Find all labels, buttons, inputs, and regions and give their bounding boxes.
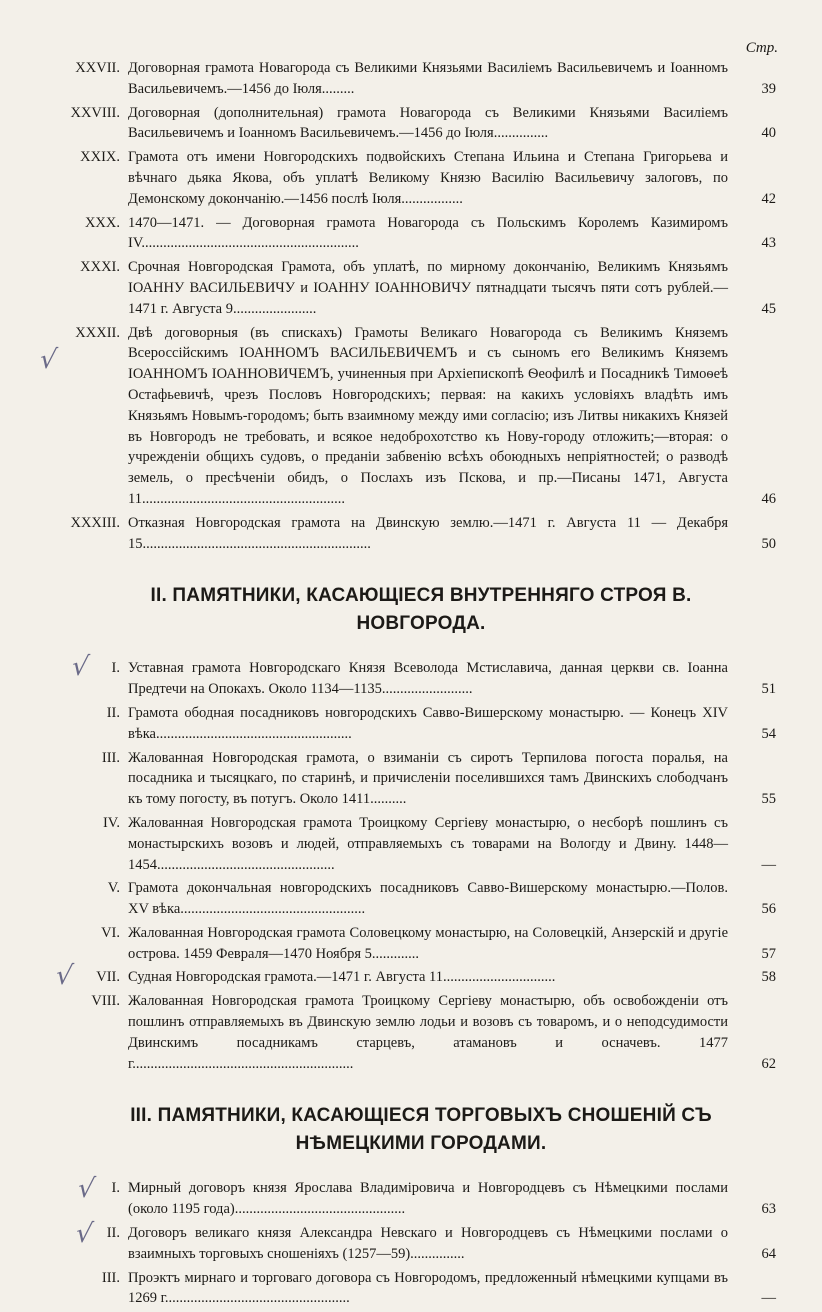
entry-title: Судная Новгородская грамота.—1471 г. Августа 11............................... [128, 969, 556, 986]
entry-number: XXIX. [80, 149, 120, 166]
entry-number: VIII. [91, 993, 120, 1010]
entry-title: Проэктъ мирнаго и торговаго договора съ Новгородомъ, предложенный нѣмецкими купцами въ 1269 г................................................... [128, 1269, 728, 1307]
entry-number: XXX. [84, 214, 120, 231]
entry-number: II. [106, 704, 120, 721]
entry-title: Грамота отъ имени Новгородскихъ подвойскихъ Степана Ильина и Степана Григорьева и вѣчнаго дьяка Якова, объ уплатѣ Великому Князю Василію Васильевичу залоговъ, по Демонскому докончанію.—1456 послѣ Іюля................. [128, 149, 728, 207]
entry-page: 50 [761, 535, 776, 552]
table-of-contents [0, 58, 822, 1312]
entry-page: 40 [761, 125, 776, 142]
section-title-ii: II. ПАМЯТНИКИ, КАСАЮЩІЕСЯ ВНУТРЕННЯГО СТРОЯ В. НОВГОРОДА. [150, 585, 692, 635]
entry-title: Двѣ договорныя (въ спискахъ) Грамоты Великаго Новагорода съ Великимъ Княземъ Всероссійскимъ ІОАННОМЪ ВАСИЛЬЕВИЧЕМЪ и съ сыномъ его Великимъ Княземъ ІОАННОМЪ ІОАННОВИЧЕМЪ, учиненныя при Архіепископѣ Ѳеофилѣ и Посадникѣ Тимоѳеѣ Остафьевичѣ, чрезъ Пословъ Новгородскихъ; первая: на какихъ условіяхъ владѣть имъ Князьямъ Новымъ-городомъ; быть взаимному между ими согласію; изъ Литвы никакихъ Князей въ Новгородъ не требовать, и всякое недоброхотство къ Нову-городу отложить;—вторая: о учрежденіи общихъ судовъ, о преданіи забвенію всѣхъ обоюдныхъ непріятностей; о разводѣ земель, о пресѣченіи обидъ, о Послахъ изъ Пскова, и пр.—Писаны 1471, Августа 11........................................................ [128, 324, 728, 507]
section-title-iii: III. ПАМЯТНИКИ, КАСАЮЩІЕСЯ ТОРГОВЫХЪ СНОШЕНІЙ СЪ НѢМЕЦКИМИ ГОРОДАМИ. [130, 1105, 712, 1155]
entry-title: Жалованная Новгородская грамота Троицкому Сергіеву монастырю, о несборѣ пошлинъ съ монастырскихъ возовъ и людей, отправляемыхъ съ товарами на Вологду и Двину. 1448—1454................................................. [128, 814, 728, 873]
entry-number: XXXI. [80, 259, 120, 276]
entry-page: 62 [761, 1055, 776, 1072]
entry-page: 56 [761, 901, 776, 918]
entry-title: Договорная грамота Новагорода съ Великими Князьями Василіемъ Васильевичемъ и Іоанномъ Васильевичемъ.—1456 до Іюля......... [128, 60, 728, 97]
toc-entry-ii-vi [0, 923, 822, 965]
entry-title: Грамота ободная посадниковъ новгородскихъ Савво-Вишерскому монастырю. — Конецъ XIV вѣка...................................................... [128, 704, 728, 742]
toc-entry-xxx [0, 213, 822, 255]
toc-entry-ii-ii [0, 703, 822, 745]
toc-entry-iii-iii [0, 1268, 822, 1310]
entry-page: 43 [761, 235, 776, 252]
toc-entry-xxxii [0, 323, 822, 510]
entry-title: Мирный договоръ князя Ярослава Владиміровича и Новгородцевъ съ Нѣмецкими послами (около 1195 года)............................................... [128, 1180, 728, 1218]
entry-page: 57 [761, 945, 776, 962]
entry-number: II. [106, 1225, 120, 1242]
entry-title: Жалованная Новгородская грамота Соловецкому монастырю, на Соловецкій, Анзерскій и другіе острова. 1459 Февраля—1470 Ноября 5............. [128, 924, 728, 962]
entry-page: — [761, 856, 776, 873]
entry-title: Уставная грамота Новгородскаго Князя Всеволода Мстиславича, данная церкви св. Іоанна Предтечи на Опокахъ. Около 1134—1135......................... [128, 660, 728, 698]
entry-title: 1470—1471. — Договорная грамота Новагорода съ Польскимъ Королемъ Казимиромъ IV............................................................ [128, 214, 728, 252]
toc-entry-xxix [0, 147, 822, 209]
entry-title: Отказная Новгородская грамота на Двинскую землю.—1471 г. Августа 11 — Декабря 15............................................................... [128, 514, 728, 552]
entry-number: XXVII. [75, 60, 120, 76]
handwritten-check-mark: √ [75, 1174, 97, 1205]
handwritten-check-mark: √ [69, 652, 91, 683]
toc-entry-ii-i [0, 652, 822, 700]
toc-entry-ii-vii [0, 961, 822, 992]
toc-entry-ii-iii [0, 748, 822, 810]
entry-title: Договоръ великаго князя Александра Невскаго и Новгородцевъ съ Нѣмецкими послами о взаимныхъ торговыхъ сношеніяхъ (1257—59)............... [128, 1225, 728, 1262]
entry-title: Жалованная Новгородская грамота Троицкому Сергіеву монастырю, объ освобожденіи отъ пошлинъ отправляемыхъ въ Двинскую землю лодьи и возовъ съ товаромъ, и о неподсудимости Двинскимъ посадникамъ старцевъ, атамановъ и осначевъ. 1477 г............................................................. [128, 993, 728, 1072]
page-column-label: Стр. [745, 40, 778, 56]
entry-page: 58 [761, 969, 776, 986]
toc-entry-ii-v [0, 878, 822, 920]
entry-page: 63 [761, 1201, 776, 1218]
toc-entry-ii-iv [0, 813, 822, 875]
entry-page: 45 [761, 300, 776, 317]
toc-entry-ii-viii [0, 991, 822, 1074]
toc-entry-iii-i [0, 1174, 822, 1220]
entry-number: III. [101, 749, 120, 766]
entry-number: VI. [101, 924, 120, 941]
toc-entry-xxviii [0, 103, 822, 145]
entry-number: IV. [102, 814, 120, 831]
entry-page: 54 [761, 725, 776, 742]
entry-number: V. [107, 880, 120, 897]
entry-page: 55 [761, 791, 776, 808]
toc-entry-xxxiii [0, 513, 822, 555]
entry-title: Грамота докончальная новгородскихъ посадниковъ Савво-Вишерскому монастырю.—Полов. XV вѣка................................................... [128, 880, 728, 918]
entry-number: III. [101, 1269, 120, 1286]
handwritten-check-mark: √ [53, 961, 75, 992]
entry-page: 39 [761, 80, 776, 97]
entry-page: 46 [761, 490, 776, 507]
entry-title: Договорная (дополнительная) грамота Новагорода съ Великими Князьями Василіемъ Васильевичемъ и Іоанномъ Васильевичемъ.—1456 до Іюля............... [128, 104, 728, 142]
entry-page: 42 [761, 190, 776, 207]
entry-number: I. [111, 1180, 120, 1197]
entry-page: — [761, 1290, 776, 1307]
handwritten-check-mark: √ [37, 344, 59, 375]
entry-page: 51 [761, 681, 776, 698]
toc-entry-iii-ii [0, 1219, 822, 1265]
toc-entry-xxvii [0, 58, 822, 100]
toc-entry-xxxi [0, 257, 822, 319]
entry-title: Срочная Новгородская Грамота, объ уплатѣ, по мирному докончанію, Великимъ Князьямъ ІОАННУ ВАСИЛЬЕВИЧУ и ІОАННУ ІОАННОВИЧУ пятнадцати тысячъ пяти сотъ рублей.—1471 г. Августа 9....................... [128, 259, 728, 317]
entry-number: XXXII. [75, 324, 120, 341]
entry-number: VII. [96, 969, 120, 986]
entry-number: I. [111, 660, 120, 677]
entry-number: XXVIII. [70, 104, 120, 121]
entry-page: 64 [761, 1245, 776, 1262]
entry-title: Жалованная Новгородская грамота, о взиманіи съ сиротъ Терпилова погоста поралья, на посадника и тысяцкаго, по старинѣ, и причисленіи поселившихся тамъ Двинскихъ слободчанъ къ тому погосту, въ потугъ. Около 1411.......... [128, 749, 728, 808]
entry-number: XXXIII. [70, 514, 120, 531]
handwritten-check-mark: √ [73, 1219, 95, 1250]
